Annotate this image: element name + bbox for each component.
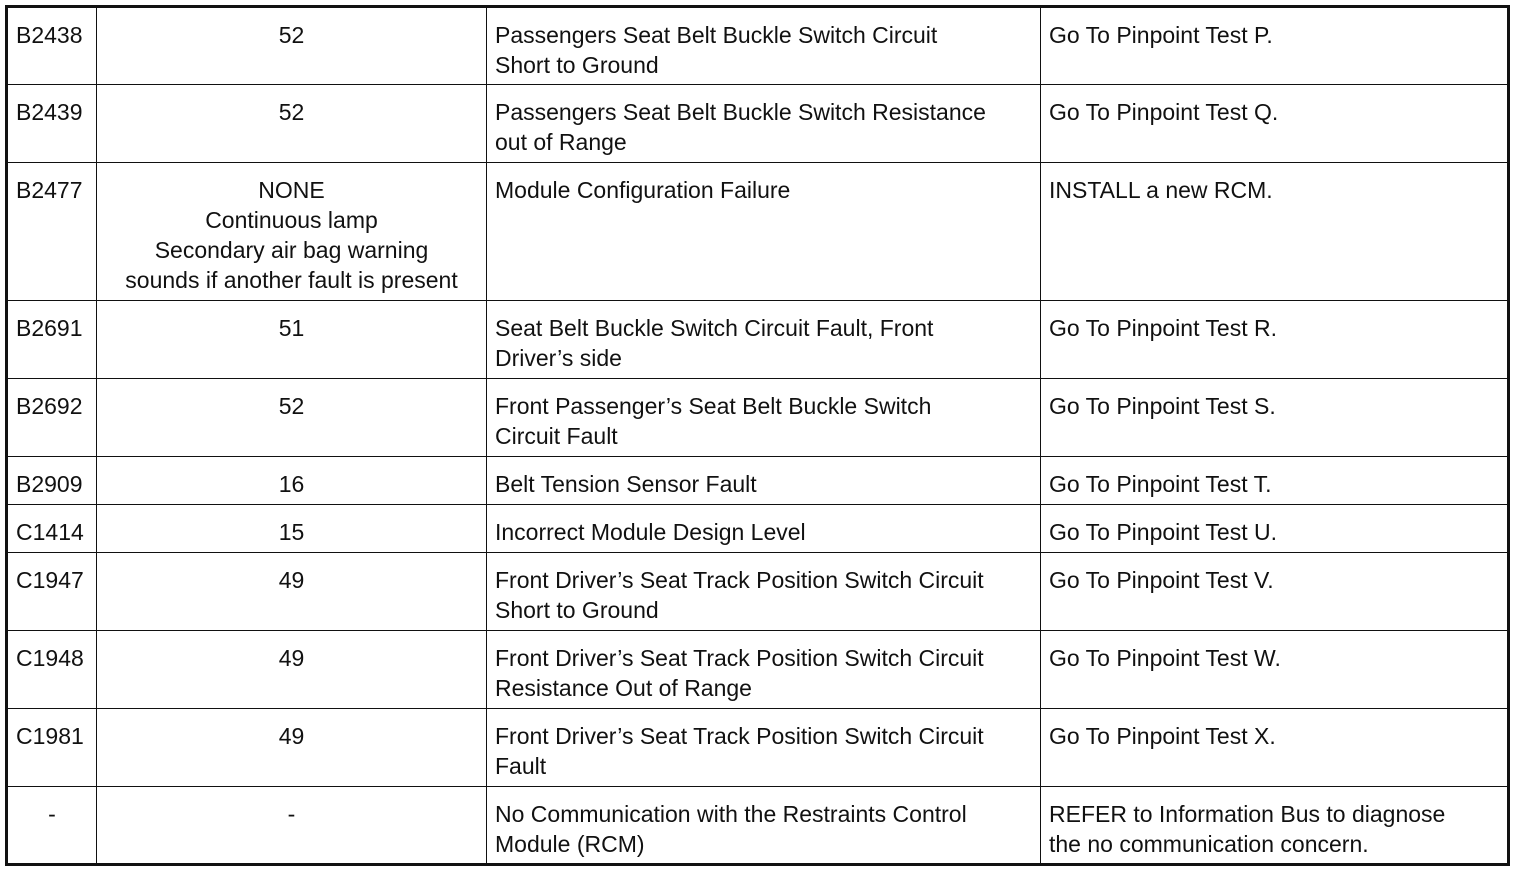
action-cell: Go To Pinpoint Test V. bbox=[1041, 553, 1509, 631]
description-cell: Front Driver’s Seat Track Position Switch Circuit Short to Ground bbox=[487, 553, 1041, 631]
lamp-cell: 16 bbox=[97, 457, 487, 505]
table-row bbox=[7, 301, 1509, 379]
description-cell: Seat Belt Buckle Switch Circuit Fault, Front Driver’s side bbox=[487, 301, 1041, 379]
action-cell: Go To Pinpoint Test P. bbox=[1041, 7, 1509, 85]
dtc-code-cell: B2691 bbox=[7, 301, 97, 379]
dtc-code-cell: B2439 bbox=[7, 85, 97, 163]
dtc-code-cell: B2477 bbox=[7, 163, 97, 301]
lamp-cell: 49 bbox=[97, 631, 487, 709]
lamp-cell: 52 bbox=[97, 379, 487, 457]
description-cell: Module Configuration Failure bbox=[487, 163, 1041, 301]
description-cell: Front Driver’s Seat Track Position Switch Circuit Resistance Out of Range bbox=[487, 631, 1041, 709]
table-row bbox=[7, 379, 1509, 457]
dtc-code-cell: C1948 bbox=[7, 631, 97, 709]
table-row bbox=[7, 163, 1509, 301]
table-row bbox=[7, 457, 1509, 505]
dtc-code-cell: - bbox=[7, 787, 97, 865]
lamp-cell: 52 bbox=[97, 7, 487, 85]
lamp-cell: 51 bbox=[97, 301, 487, 379]
dtc-table bbox=[5, 5, 1510, 866]
description-cell: Front Passenger’s Seat Belt Buckle Switch Circuit Fault bbox=[487, 379, 1041, 457]
dtc-code-cell: B2909 bbox=[7, 457, 97, 505]
action-cell: Go To Pinpoint Test T. bbox=[1041, 457, 1509, 505]
action-cell: Go To Pinpoint Test Q. bbox=[1041, 85, 1509, 163]
action-cell: REFER to Information Bus to diagnose the no communication concern. bbox=[1041, 787, 1509, 865]
description-cell: No Communication with the Restraints Control Module (RCM) bbox=[487, 787, 1041, 865]
table-row bbox=[7, 553, 1509, 631]
table-row bbox=[7, 787, 1509, 865]
lamp-cell: - bbox=[97, 787, 487, 865]
description-cell: Incorrect Module Design Level bbox=[487, 505, 1041, 553]
lamp-cell: 49 bbox=[97, 553, 487, 631]
table-row bbox=[7, 7, 1509, 85]
action-cell: Go To Pinpoint Test U. bbox=[1041, 505, 1509, 553]
table-row bbox=[7, 709, 1509, 787]
table-row bbox=[7, 631, 1509, 709]
action-cell: Go To Pinpoint Test X. bbox=[1041, 709, 1509, 787]
action-cell: INSTALL a new RCM. bbox=[1041, 163, 1509, 301]
action-cell: Go To Pinpoint Test R. bbox=[1041, 301, 1509, 379]
dtc-code-cell: B2692 bbox=[7, 379, 97, 457]
description-cell: Passengers Seat Belt Buckle Switch Resistance out of Range bbox=[487, 85, 1041, 163]
lamp-cell: 49 bbox=[97, 709, 487, 787]
table-row bbox=[7, 505, 1509, 553]
table-row bbox=[7, 85, 1509, 163]
description-cell: Belt Tension Sensor Fault bbox=[487, 457, 1041, 505]
description-cell: Front Driver’s Seat Track Position Switch Circuit Fault bbox=[487, 709, 1041, 787]
description-cell: Passengers Seat Belt Buckle Switch Circuit Short to Ground bbox=[487, 7, 1041, 85]
lamp-cell: 15 bbox=[97, 505, 487, 553]
dtc-code-cell: C1947 bbox=[7, 553, 97, 631]
dtc-code-cell: C1981 bbox=[7, 709, 97, 787]
lamp-cell: 52 bbox=[97, 85, 487, 163]
lamp-cell: NONE Continuous lamp Secondary air bag warning sounds if another fault is present bbox=[97, 163, 487, 301]
action-cell: Go To Pinpoint Test S. bbox=[1041, 379, 1509, 457]
dtc-code-cell: C1414 bbox=[7, 505, 97, 553]
action-cell: Go To Pinpoint Test W. bbox=[1041, 631, 1509, 709]
dtc-code-cell: B2438 bbox=[7, 7, 97, 85]
